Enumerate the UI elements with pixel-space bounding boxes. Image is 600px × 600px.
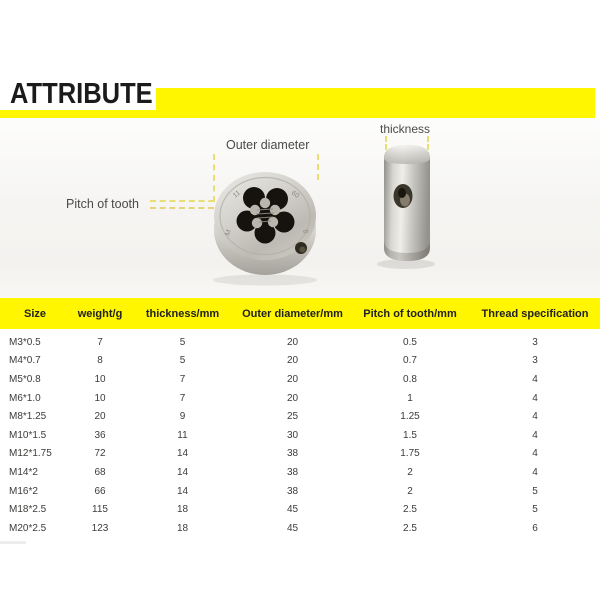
table-cell: 20 [94,411,106,423]
table-cell: 7 [179,392,186,404]
table-cell: 18 [176,522,189,534]
header-cell: thickness/mm [145,307,220,320]
table-cell: 5 [179,336,186,348]
die-front-view-image [211,160,323,288]
table-cell: 5 [179,355,186,367]
photo-artifact-line [0,541,26,544]
table-cell: 0.7 [403,355,417,367]
table-cell: 5 [532,485,538,497]
table-cell: 3 [532,355,538,367]
table-cell: M20*2.5 [9,522,47,534]
table-cell: 0.5 [403,336,417,348]
table-cell: 10 [94,392,106,404]
pitch-dash-lower [150,207,214,209]
table-cell: 8 [97,355,103,367]
table-row [0,445,600,464]
table-cell: 9 [179,411,186,423]
table-cell: 1.75 [400,448,420,460]
engraving-text: 60 [289,189,301,200]
table-cell: M5*0.8 [9,373,41,385]
table-row [0,426,600,445]
table-cell: 2 [407,485,413,497]
table-cell: 25 [286,411,299,423]
spec-table-body [0,329,600,538]
table-cell: 2.5 [403,522,417,534]
table-cell: 20 [286,336,299,348]
table-cell: M8*1.25 [9,411,47,423]
table-cell: 1 [407,392,413,404]
engraving-text: 11 [231,189,242,200]
table-cell: 3 [532,336,538,348]
table-cell: 2 [407,466,413,478]
table-cell: 4 [532,373,538,385]
table-cell: 45 [286,504,299,516]
table-cell: 11 [177,429,188,441]
table-row [0,389,600,408]
pitch-of-tooth-label: Pitch of tooth [66,197,139,211]
table-cell: 4 [532,448,538,460]
product-photo [0,118,600,298]
spec-table [0,298,600,538]
table-cell: 20 [286,373,299,385]
header-cell: Thread specification [481,307,589,320]
table-cell: 18 [176,504,189,516]
table-cell: 0.8 [403,373,417,385]
table-cell: 7 [179,373,186,385]
table-cell: 36 [94,429,106,441]
table-cell: 7 [97,336,103,348]
header-cell: weight/g [77,307,123,320]
header-cell: Outer diameter/mm [242,307,343,320]
table-cell: M12*1.75 [9,448,52,460]
table-cell: 68 [94,466,106,478]
table-cell: 14 [176,448,189,460]
table-cell: 2.5 [403,504,417,516]
table-cell: M4*0.7 [9,355,41,367]
table-cell: 45 [286,522,299,534]
header-cell: Pitch of tooth/mm [363,307,457,320]
table-cell: 38 [286,466,299,478]
outer-diameter-label: Outer diameter [226,138,310,152]
table-row [0,333,600,352]
table-cell: 4 [532,411,538,423]
table-cell: 66 [94,485,106,497]
die-side-view-image [376,140,438,272]
table-cell: 4 [532,429,538,441]
table-cell: 10 [94,373,106,385]
table-cell: M18*2.5 [9,504,47,516]
table-cell: M16*2 [9,485,38,497]
table-cell: 14 [176,466,189,478]
table-row [0,352,600,371]
table-cell: 14 [176,485,189,497]
table-cell: 20 [286,392,299,404]
table-cell: 72 [94,448,106,460]
table-cell: 1.25 [400,411,420,423]
table-cell: 115 [92,504,108,516]
table-cell: 6 [532,522,538,534]
thickness-label: thickness [380,122,431,136]
table-cell: M6*1.0 [9,392,41,404]
table-cell: M3*0.5 [9,336,41,348]
table-row [0,370,600,389]
header-cell: Size [23,307,46,320]
engraving-text: 8 [301,228,309,235]
table-row [0,463,600,482]
table-cell: 5 [532,504,538,516]
engraving-text: M [224,228,233,237]
spec-table-header-row [0,298,600,329]
table-cell: M14*2 [9,466,38,478]
table-row [0,407,600,426]
table-row [0,482,600,501]
table-row [0,500,600,519]
table-cell: 4 [532,466,538,478]
table-cell: 1.5 [403,429,417,441]
page-title: ATTRIBUTE [10,78,153,110]
table-cell: M10*1.5 [9,429,47,441]
table-cell: 4 [532,392,538,404]
table-cell: 123 [91,522,109,534]
table-cell: 30 [286,429,299,441]
table-cell: 38 [286,485,299,497]
table-cell: 20 [286,355,299,367]
banner-yellow-block [156,88,595,111]
table-row [0,519,600,538]
table-cell: 38 [286,448,299,460]
